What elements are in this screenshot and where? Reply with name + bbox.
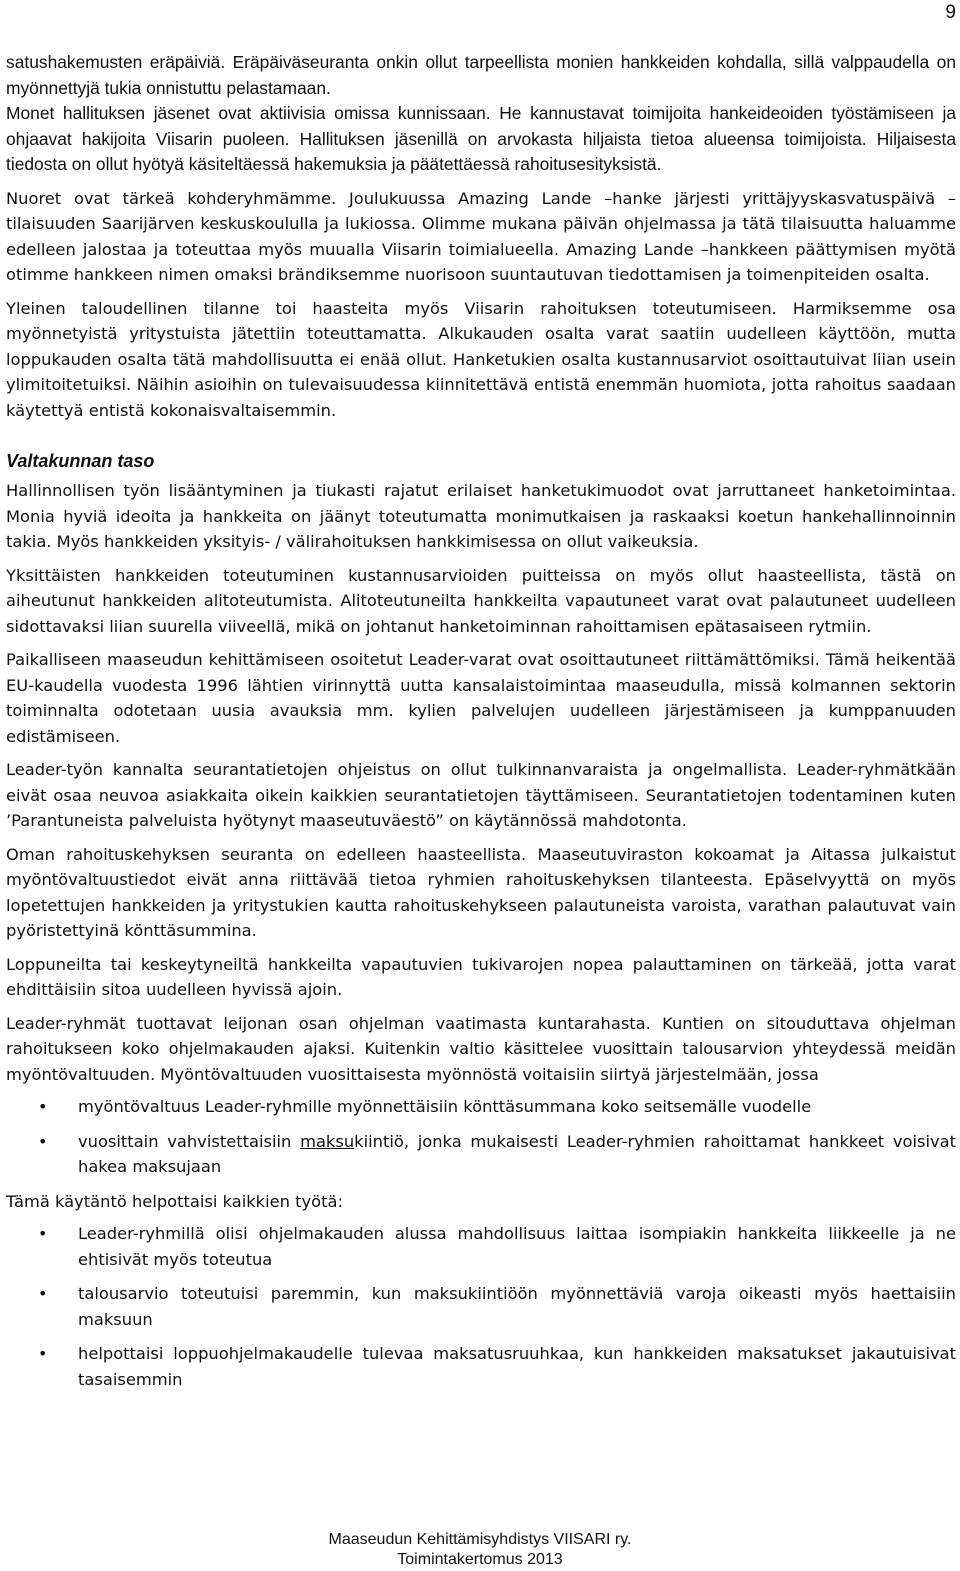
list-item	[6, 1094, 956, 1120]
list-item	[6, 1129, 956, 1180]
footer-report-title: Toimintakertomus 2013	[397, 1551, 563, 1568]
list-item-text: talousarvio toteutuisi paremmin, kun maksukiintiöön myönnettäviä varoja oikeasti myös haettaisiin maksuun	[78, 1284, 956, 1329]
paragraph-intro-1: satushakemusten eräpäiviä. Eräpäiväseuranta onkin ollut tarpeellista monien hankkeiden kohdalla, sillä valppaudella on myönnettyjä tukia onnistuttu pelastamaan.	[6, 52, 956, 98]
list-item-text-end: kiintiö, jonka mukaisesti Leader-ryhmien rahoittamat hankkeet voisivat hakea maksujaan	[78, 1131, 956, 1176]
list-item	[6, 1281, 956, 1332]
bullet-icon: •	[38, 1344, 48, 1363]
page-body	[6, 50, 956, 1401]
paragraph-youth: Nuoret ovat tärkeä kohderyhmämme. Joulukuussa Amazing Lande –hanke järjesti yrittäjyyskasvatuspäivä –tilaisuuden Saarijärven keskuskoululla ja lukiossa. Olimme mukana päivän ohjelmassa ja tätä tilaisuutta haluamme edelleen jalostaa ja toteuttaa myös muualla Viisarin toimialueella. Amazing Lande –hankkeen päättymisen myötä otimme hankkeen nimen omaksi brändiksemme nuorisoon suuntautuvan tiedottamisen ja toimenpiteiden osalta.	[6, 188, 956, 284]
paragraph-cost-estimates: Yksittäisten hankkeiden toteutuminen kustannusarvioiden puitteissa on myös ollut haasteellista, tästä on aiheutunut hankkeiden alitoteutumista. Alitoteutuneilta hankkeilta vapautuneet varat ovat palautuneet uudelleen sidottavaksi liian suurella viiveellä, mikä on johtanut hanketoiminnan rahoittamisen epätasaiseen rytmiin.	[6, 565, 956, 636]
list-item-text-start: vuosittain vahvistettaisiin	[78, 1131, 301, 1151]
list-item-text: Leader-ryhmillä olisi ohjelmakauden alussa mahdollisuus laittaa isompiakin hankkeita liikkeelle ja ne ehtisivät myös toteutua	[78, 1224, 956, 1269]
paragraph-monitoring: Leader-työn kannalta seurantatietojen ohjeistus on ollut tulkinnanvaraista ja ongelmallista. Leader-ryhmätkään eivät osaa neuvoa asiakkaita oikein kaikkien seurantatietojen täyttämiseen. Seurantatietojen todentaminen kuten ’Parantuneista palveluista hyötynyt maaseutuväestö” on käytännössä mahdotonta.	[6, 760, 956, 830]
paragraph-admin-work: Hallinnollisen työn lisääntyminen ja tiukasti rajatut erilaiset hanketukimuodot ovat jarruttaneet hanketoimintaa. Monia hyviä ideoita ja hankkeita on jäänyt toteutumatta monimutkaisen ja raskaaksi koetun hankehallinnoinnin takia. Myös hankkeiden yksityis- / välirahoituksen hankkimisessa on ollut vaikeuksia.	[6, 481, 956, 551]
bullet-icon: •	[38, 1097, 48, 1116]
footer-organization: Maaseudun Kehittämisyhdistys VIISARI ry.	[328, 1531, 632, 1548]
section-heading: Valtakunnan taso	[6, 451, 155, 471]
paragraph-leader-funds: Paikalliseen maaseudun kehittämiseen osoitetut Leader-varat ovat osoittautuneet riittämättömiksi. Tämä heikentää EU-kaudella vuodesta 1996 lähtien virinnyttä uutta kansalaistoimintaa maaseudulla, missä kolmannen sektorin toiminnalta odotetaan uusia avauksia mm. kylien palvelujen uudelleen järjestämiseen ja kumppanuuden edistämiseen.	[6, 650, 956, 746]
bullet-list-benefits	[6, 1221, 956, 1392]
bullet-icon: •	[38, 1131, 48, 1151]
paragraph-municipal-funding: Leader-ryhmät tuottavat leijonan osan ohjelman vaatimasta kuntarahasta. Kuntien on sitouduttava ohjelman rahoitukseen koko ohjelmakauden ajaksi. Kuitenkin valtio käsittelee vuosittain talousarvion yhteydessä meidän myöntövaltuuden. Myöntövaltuuden vuosittaisesta myönnöstä voitaisiin siirtyä järjestelmään, jossa	[6, 1013, 956, 1084]
list-item	[6, 1341, 956, 1392]
bullet-icon: •	[38, 1284, 48, 1303]
bullet-icon: •	[38, 1224, 48, 1243]
paragraph-funding-frame: Oman rahoituskehyksen seuranta on edelleen haasteellista. Maaseutuviraston kokoamat ja Aitassa julkaistut myöntövaltuustiedot eivät anna riittävää tietoa ryhmien rahoituskehyksen tilanteesta. Epäselvyyttä on myös lopetettujen hankkeiden ja yritystukien kautta rahoituskehykseen palautuneista varoista, varathan palautuvat vain pyöristettyinä könttäsummina.	[6, 844, 956, 940]
list-item	[6, 1221, 956, 1272]
underlined-word: maksu	[300, 1131, 355, 1151]
page-number: 9	[945, 2, 956, 23]
paragraph-intro-2: Monet hallituksen jäsenet ovat aktiivisia omissa kunnissaan. He kannustavat toimijoita hankeideoiden työstämiseen ja ohjaavat hakijoita Viisarin puoleen. Hallituksen jäsenillä on arvokasta hiljaista tietoa alueensa toimijoista. Hiljaisesta tiedosta on ollut hyötyä käsiteltäessä hakemuksia ja päätettäessä rahoitusesityksistä.	[6, 103, 956, 174]
paragraph-returned-funds: Loppuneilta tai keskeytyneiltä hankkeilta vapautuvien tukivarojen nopea palauttaminen on tärkeää, jotta varat ehdittäisiin sitoa uudelleen hyvissä ajoin.	[6, 954, 956, 999]
paragraph-economy: Yleinen taloudellinen tilanne toi haasteita myös Viisarin rahoituksen toteutumiseen. Harmiksemme osa myönnetyistä yritystuista jätettiin toteuttamatta. Alkukauden osalta varat saatiin uudelleen käyttöön, mutta loppukauden osalta tätä mahdollisuutta ei enää ollut. Hanketukien osalta kustannusarviot osoittautuivat liian usein ylimitoitetuiksi. Näihin asioihin on tulevaisuudessa kiinnitettävä entistä enemmän huomiota, jotta rahoitus saadaan käytettyä entistä kokonaisvaltaisemmin.	[6, 298, 956, 420]
paragraph-lead-in: Tämä käytäntö helpottaisi kaikkien työtä:	[6, 1191, 343, 1211]
list-item-text: helpottaisi loppuohjelmakaudelle tulevaa maksatusruuhkaa, kun hankkeiden maksatukset jakautuisivat tasaisemmin	[78, 1344, 956, 1389]
bullet-list-proposal	[6, 1094, 956, 1180]
list-item-text: myöntövaltuus Leader-ryhmille myönnettäisiin könttäsummana koko seitsemälle vuodelle	[78, 1097, 812, 1116]
